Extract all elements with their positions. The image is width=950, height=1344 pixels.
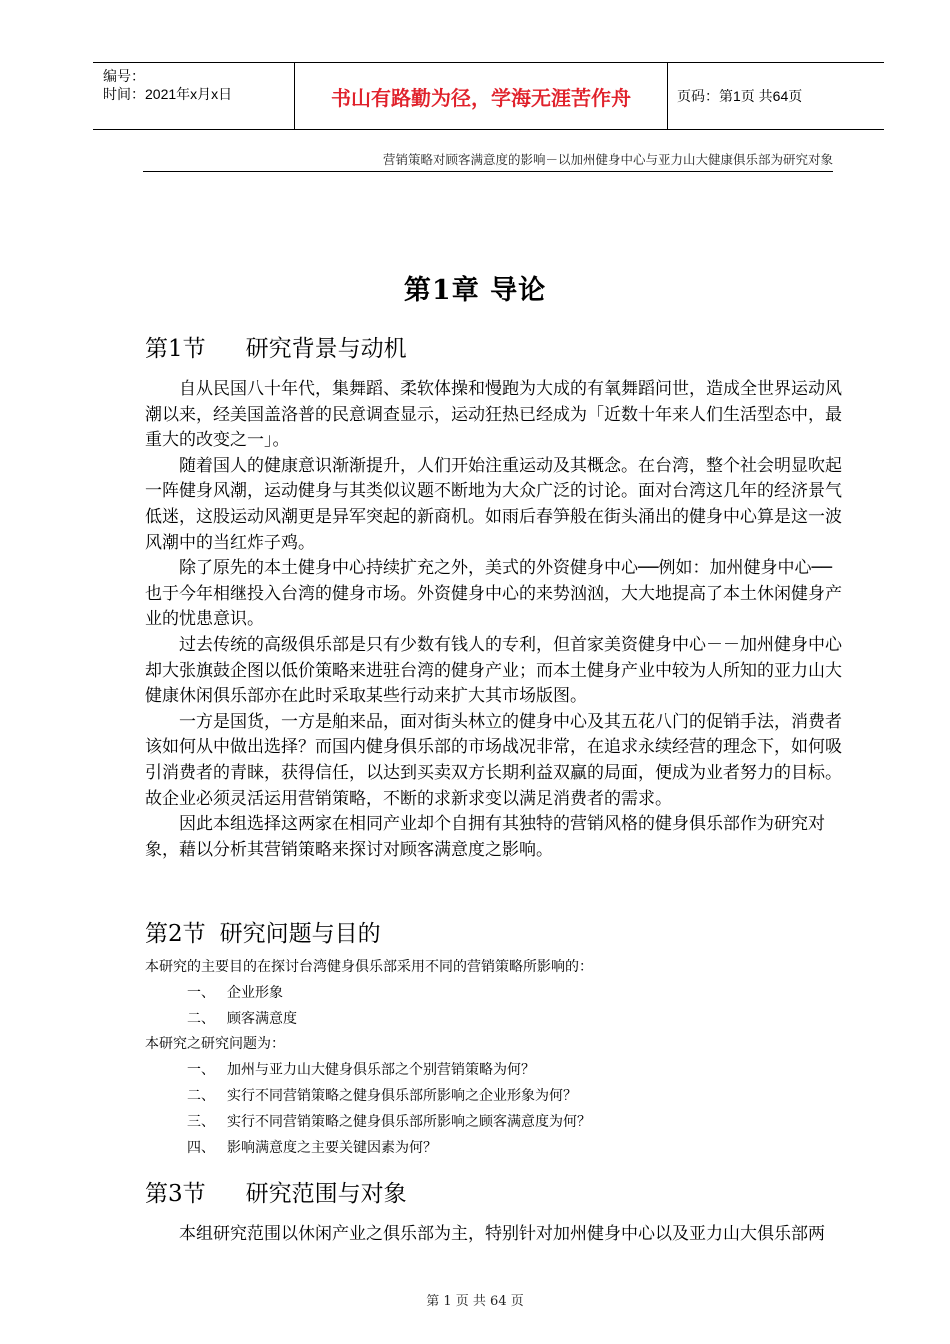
paragraph: 随着国人的健康意识渐渐提升，人们开始注重运动及其概念。在台湾，整个社会明显吹起一阵健身风潮，运动健身与其类似议题不断地为大众广泛的讨论。面对台湾这几年的经济景气低迷，这股运动风潮更是异军突起的新商机。如雨后春笋般在街头涌出的健身中心算是这一波风潮中的当红炸子鸡。 <box>145 455 842 553</box>
list-text: 加州与亚力山大健身俱乐部之个别营销策略为何？ <box>227 1062 535 1079</box>
section-title: 研究背景与动机 <box>245 336 407 362</box>
paragraph: 一方是国货，一方是舶来品，面对街头林立的健身中心及其五花八门的促销手法，消费者该如何从中做出选择？而国内健身俱乐部的市场战况非常，在追求永续经营的理念下，如何吸引消费者的青睐，获得信任，以达到买卖双方长期利益双赢的局面，便成为业者努力的目标。故企业必须灵活运用营销策略，不断的求新求变以满足消费者的需求。 <box>145 711 842 809</box>
list-number: 三、 <box>187 1113 215 1130</box>
paragraph: 本组研究范围以休闲产业之俱乐部为主，特别针对加州健身中心以及亚力山大俱乐部两 <box>179 1224 825 1244</box>
list-number: 二、 <box>187 1010 215 1027</box>
chapter-title: 第1章 导论 <box>403 275 547 306</box>
header-meta <box>103 67 232 103</box>
list-number: 二、 <box>187 1087 215 1104</box>
list-item <box>145 981 845 1007</box>
list-item <box>145 1058 845 1084</box>
paragraph: 除了原先的本土健身中心持续扩充之外，美式的外资健身中心──例如：加州健身中心──也于今年相继投入台湾的健身市场。外资健身中心的来势汹汹，大大地提高了本土休闲健身产业的忧患意识。 <box>145 558 842 630</box>
header-motto: 书山有路勤为径，学海无涯苦作舟 <box>331 85 631 110</box>
section-title: 研究范围与对象 <box>245 1181 407 1207</box>
questions-intro: 本研究之研究问题为： <box>145 1036 285 1053</box>
purpose-intro: 本研究的主要目的在探讨台湾健身俱乐部采用不同的营销策略所影响的： <box>145 959 593 975</box>
section-number: 第1节 <box>145 336 206 362</box>
list-number: 一、 <box>187 1062 215 1079</box>
list-item <box>145 1007 845 1033</box>
section-3-body <box>145 1222 845 1248</box>
list-number: 一、 <box>187 984 215 1001</box>
section-1-heading <box>145 330 407 363</box>
page-footer: 第 1 页 共 64 页 <box>426 1294 524 1309</box>
section-title: 研究问题与目的 <box>219 921 381 947</box>
running-title: 营销策略对顾客满意度的影响－以加州健身中心与亚力山大健康俱乐部为研究对象 <box>143 150 833 172</box>
list-item <box>145 1110 845 1136</box>
list-text: 影响满意度之主要关键因素为何？ <box>227 1139 437 1156</box>
section-number: 第3节 <box>145 1181 206 1207</box>
list-number: 四、 <box>187 1139 215 1156</box>
paragraph: 过去传统的高级俱乐部是只有少数有钱人的专利，但首家美资健身中心－－加州健身中心却大张旗鼓企图以低价策略来进驻台湾的健身产业；而本土健身产业中较为人所知的亚力山大健康休闲俱乐部亦在此时采取某些行动来扩大其市场版图。 <box>145 634 842 707</box>
paragraph: 自从民国八十年代，集舞蹈、柔软体操和慢跑为大成的有氧舞蹈问世，造成全世界运动风潮以来，经美国盖洛普的民意调查显示，运动狂热已经成为「近数十年来人们生活型态中，最重大的改变之一」。 <box>145 379 842 451</box>
list-text: 企业形象 <box>227 984 283 1001</box>
list-text: 顾客满意度 <box>227 1010 297 1027</box>
section-2-body <box>145 955 845 1161</box>
header-divider <box>667 63 668 129</box>
section-1-body <box>145 377 845 863</box>
list-item <box>145 1136 845 1162</box>
section-3-heading <box>145 1175 407 1208</box>
list-text: 实行不同营销策略之健身俱乐部所影响之企业形象为何？ <box>227 1087 577 1104</box>
section-number: 第2节 <box>145 921 206 947</box>
section-2-heading <box>145 915 381 948</box>
header-table <box>93 62 884 130</box>
header-page-info: 页码：第1页 共64页 <box>677 88 803 104</box>
paragraph: 因此本组选择这两家在相同产业却个自拥有其独特的营销风格的健身俱乐部作为研究对象，藉以分析其营销策略来探讨对顾客满意度之影响。 <box>145 814 825 860</box>
document-time-label: 时间：2021年x月x日 <box>103 86 233 102</box>
list-text: 实行不同营销策略之健身俱乐部所影响之顾客满意度为何？ <box>227 1113 591 1130</box>
list-item <box>145 1084 845 1110</box>
document-number-label: 编号： <box>103 68 145 84</box>
